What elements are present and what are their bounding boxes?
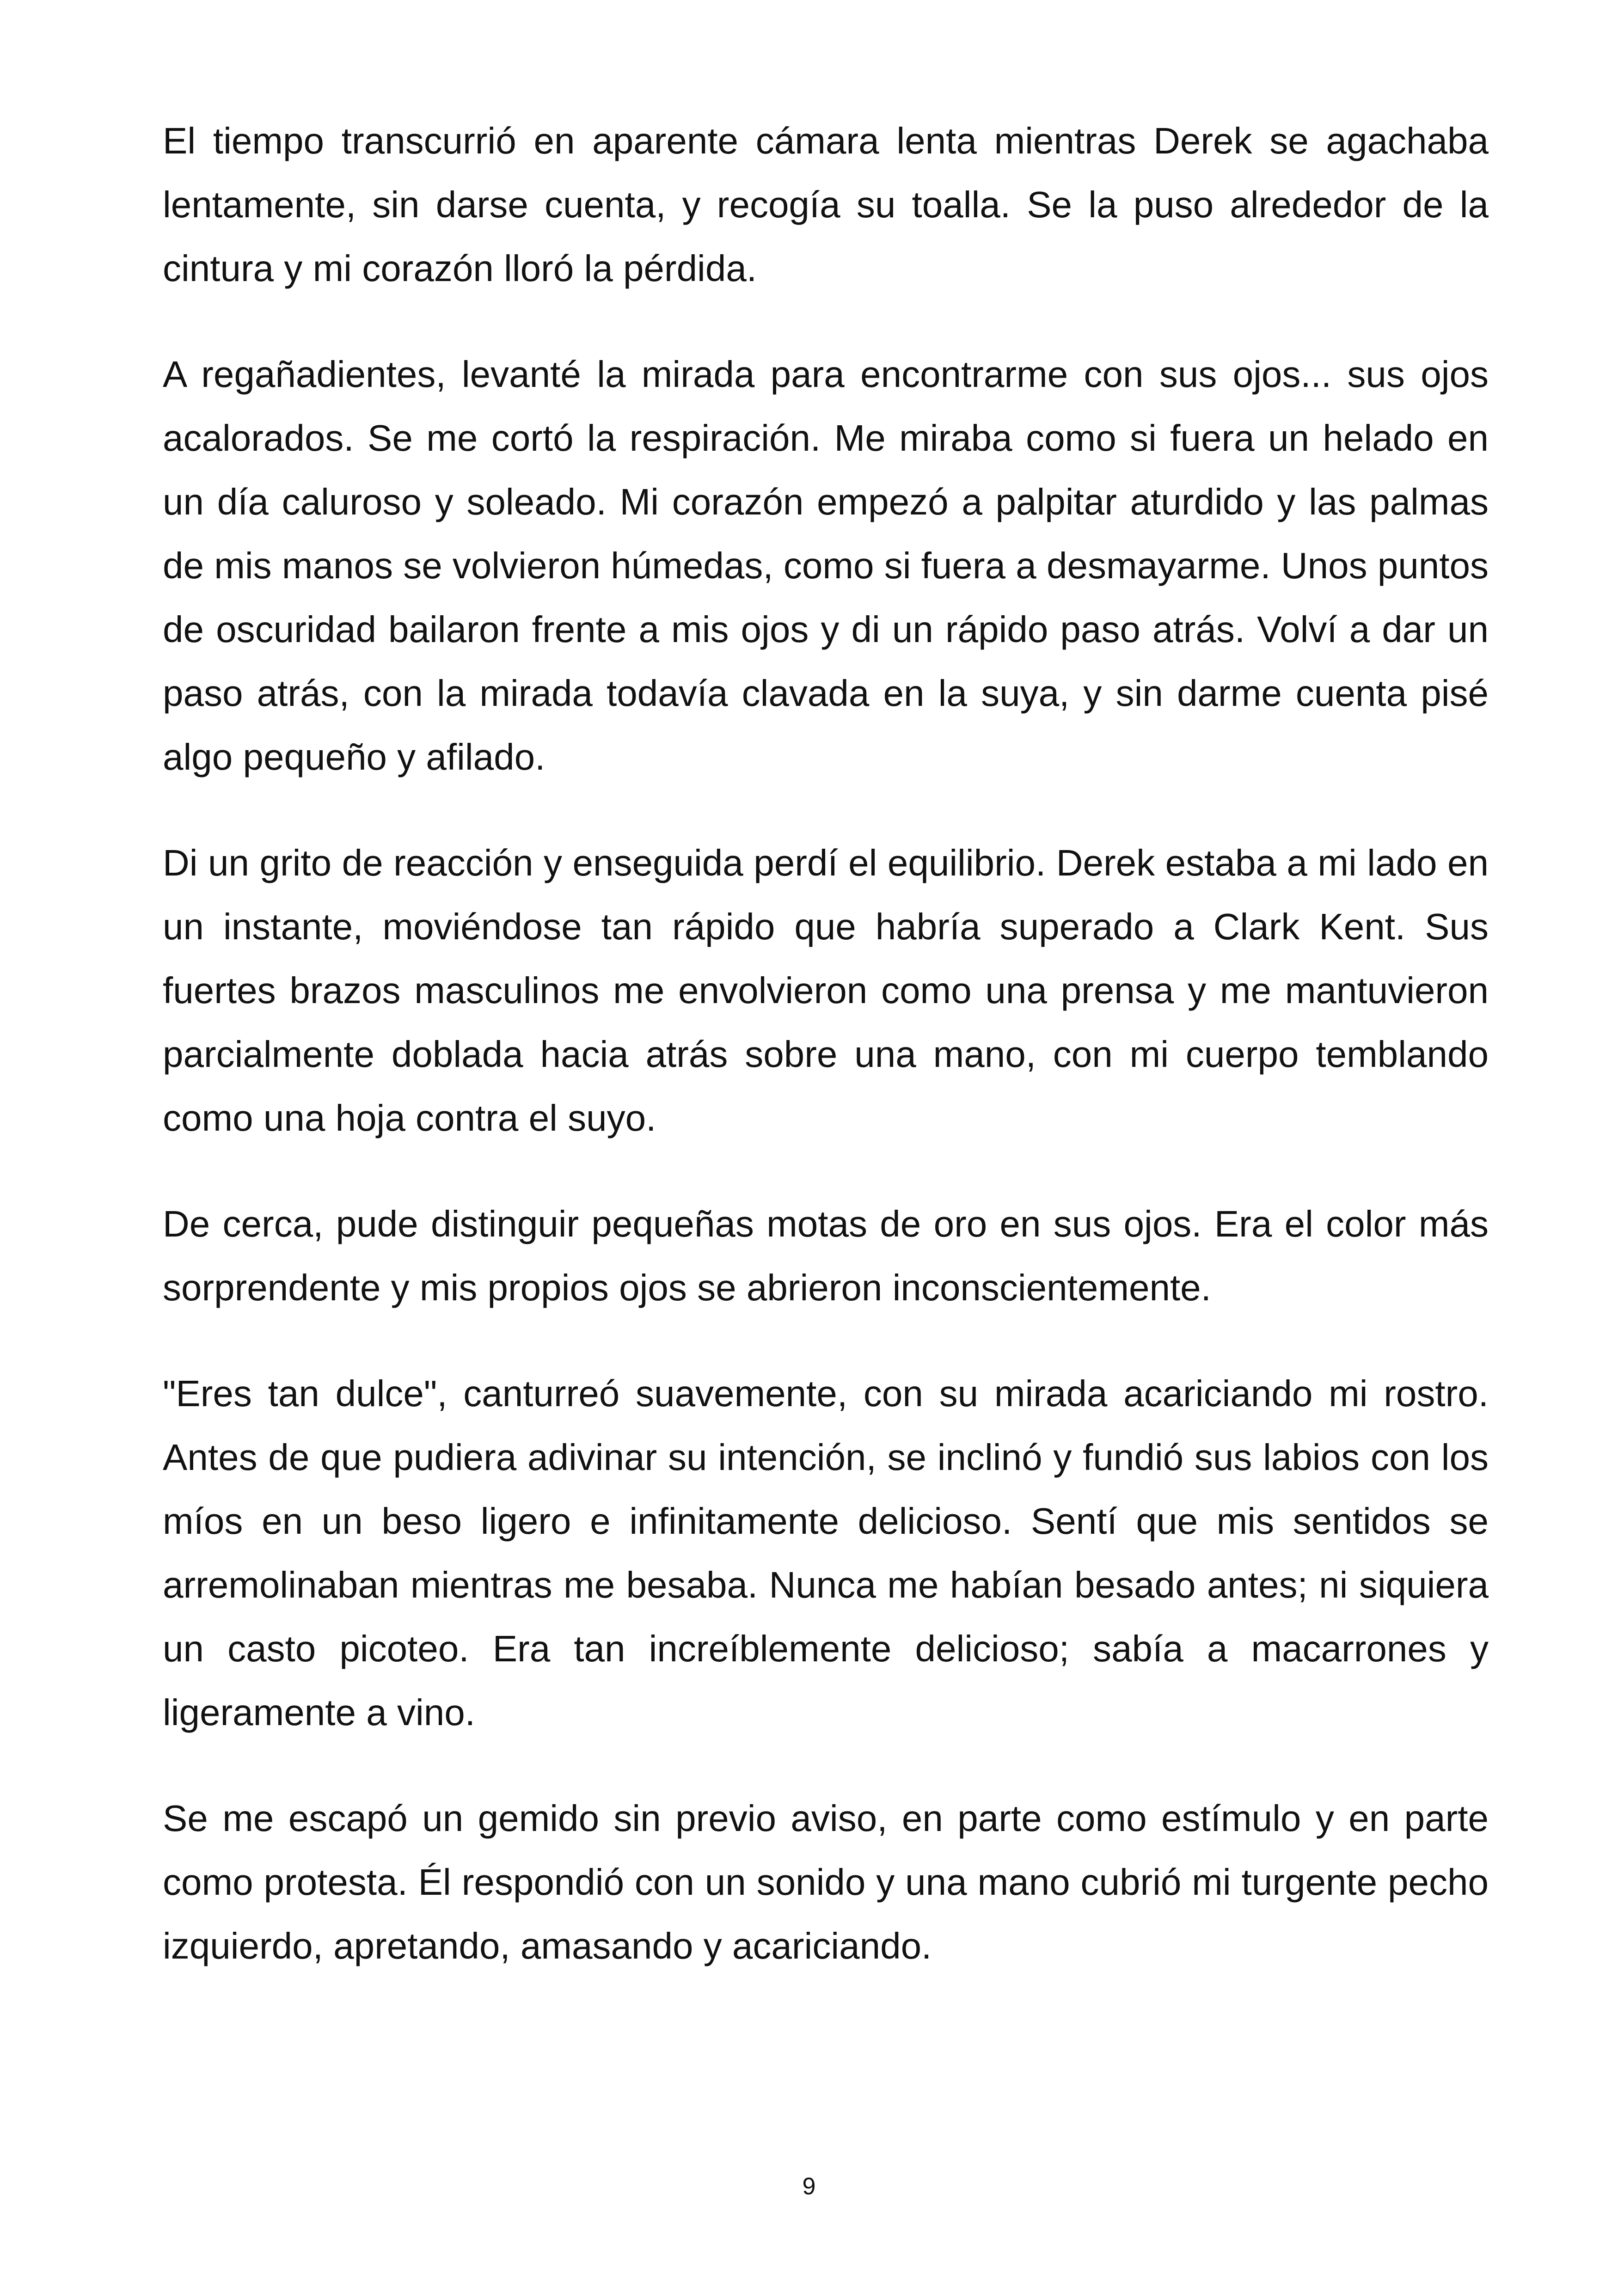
paragraph-2: A regañadientes, levanté la mirada para encontrarme con sus ojos... sus ojos acalorados. Se me cortó la respiración. Me miraba como si fuera un helado en un día caluroso y soleado. Mi corazón empezó a palpitar aturdido y las palmas de mis manos se volvieron húmedas, como si fuera a desmayarme. Unos puntos de oscuridad bailaron frente a mis ojos y di un rápido paso atrás. Volví a dar un paso atrás, con la mirada todavía clavada en la suya, y sin darme cuenta pisé algo pequeño y afilado. xyxy=(163,354,1489,778)
paragraph-6: Se me escapó un gemido sin previo aviso, en parte como estímulo y en parte como protesta. Él respondió con un sonido y una mano cubrió mi turgente pecho izquierdo, apretando, amasando y acariciando. xyxy=(163,1798,1489,1966)
paragraph-5: "Eres tan dulce", canturreó suavemente, con su mirada acariciando mi rostro. Antes de que pudiera adivinar su intención, se inclinó y fundió sus labios con los míos en un beso ligero e infinitamente delicioso. Sentí que mis sentidos se arremolinaban mientras me besaba. Nunca me habían besado antes; ni siquiera un casto picoteo. Era tan increíblemente delicioso; sabía a macarrones y ligeramente a vino. xyxy=(163,1373,1489,1733)
paragraph-3: Di un grito de reacción y enseguida perdí el equilibrio. Derek estaba a mi lado en un instante, moviéndose tan rápido que habría superado a Clark Kent. Sus fuertes brazos masculinos me envolvieron como una prensa y me mantuvieron parcialmente doblada hacia atrás sobre una mano, con mi cuerpo temblando como una hoja contra el suyo. xyxy=(163,842,1489,1139)
paragraph-1: El tiempo transcurrió en aparente cámara lenta mientras Derek se agachaba lentamente, sin darse cuenta, y recogía su toalla. Se la puso alrededor de la cintura y mi corazón lloró la pérdida. xyxy=(163,120,1489,289)
body-text xyxy=(163,109,1489,2020)
paragraph-4: De cerca, pude distinguir pequeñas motas de oro en sus ojos. Era el color más sorprendente y mis propios ojos se abrieron inconscientemente. xyxy=(163,1203,1489,1308)
page-number: 9 xyxy=(802,2173,816,2200)
